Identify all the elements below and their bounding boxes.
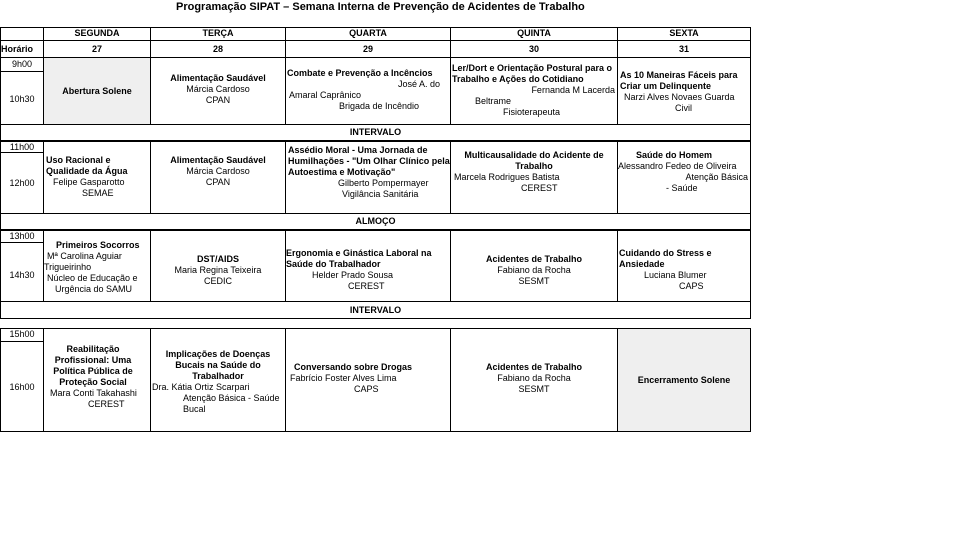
block-1-terca [151,58,286,124]
organization: CEREST [521,183,558,193]
break-2 [0,214,751,230]
block-1-time: 10h30 [0,72,44,124]
block-2 [0,141,751,214]
block-1-quinta [451,58,618,124]
organization: Atenção Básica - Saúde Bucal [183,393,280,414]
speaker: Maria Regina Teixeira [174,265,262,275]
session-title: As 10 Maneiras Fáceis para Criar um Delinquente [620,70,738,91]
speaker: Márcia Cardoso [186,166,250,176]
block-2-time: 12h00 [0,153,44,214]
organization: Vigilância Sanitária [342,189,419,199]
speaker-cont: Trigueirinho [44,262,92,272]
block-2-segunda [44,141,151,214]
session-title: Multicausalidade do Acidente de Trabalho [464,150,604,171]
speaker: José A. do [397,79,440,89]
block-3 [0,230,751,302]
day-sexta: SEXTA [618,27,751,41]
block-3-segunda [44,230,151,302]
block-2-start: 11h00 [0,141,44,153]
role: Fisioterapeuta [503,107,561,117]
block-1-segunda: Abertura Solene [44,58,151,124]
block-4-start: 15h00 [0,328,44,342]
session-title: Combate e Prevenção a Incêncios [287,68,433,78]
block-3-sexta [618,230,751,302]
block-4-quarta [286,328,451,432]
organization: SESMT [518,276,550,286]
session-title: Acidentes de Trabalho [485,362,583,372]
organization: CAPS [679,281,704,291]
block-1 [0,58,751,124]
date-quarta: 29 [286,41,451,58]
organization: CEREST [348,281,385,291]
block-3-time: 14h30 [0,243,44,302]
block-3-quarta [286,230,451,302]
block-4-time: 16h00 [0,342,44,432]
block-4-segunda [44,328,151,432]
block-2-quinta [451,141,618,214]
break-1-label: INTERVALO [0,124,751,141]
dates-row [0,41,751,58]
session-title: Cuidando do Stress e Ansiedade [619,248,712,269]
day-quarta: QUARTA [286,27,451,41]
page-title: Programação SIPAT – Semana Interna de Prevenção de Acidentes de Trabalho [176,1,585,13]
organization: CAPS [354,384,379,394]
date-segunda: 27 [44,41,151,58]
block-1-start: 9h00 [0,58,44,72]
session-title: Uso Racional e Qualidade da Água [46,155,128,176]
speaker: Dra. Kátia Ortiz Scarpari [152,382,250,392]
organization: Civil [675,103,692,113]
speaker: Mª Carolina Aguiar [47,251,122,261]
organization: Brigada de Incêndio [339,101,420,111]
session-title: Ergonomia e Ginástica Laboral na Saúde do Trabalhador [286,248,432,269]
day-quinta: QUINTA [451,27,618,41]
block-4 [0,328,751,432]
organization: CEREST [88,399,125,409]
day-names-row [0,27,751,41]
horario-header: Horário [0,41,44,58]
speaker: Felipe Gasparotto [53,177,125,187]
organization-cont: Urgência do SAMU [55,284,133,294]
session-title: Saúde do Homem [636,150,713,160]
block-4-terca [151,328,286,432]
break-3 [0,302,751,319]
corner-cell [0,27,44,41]
break-1 [0,124,751,141]
speaker: Luciana Blumer [644,270,707,280]
organization: CPAN [205,177,231,187]
block-3-start: 13h00 [0,230,44,243]
block-2-terca [151,141,286,214]
speaker-cont: Beltrame [475,96,512,106]
day-segunda: SEGUNDA [44,27,151,41]
session-title: Reabilitação Profissional: Uma Política Pública de Proteção Social [53,344,133,387]
organization: Núcleo de Educação e [47,273,138,283]
organization-cont: - Saúde [666,183,698,193]
session-title: Conversando sobre Drogas [294,362,413,372]
block-4-quinta [451,328,618,432]
speaker: Helder Prado Sousa [312,270,394,280]
block-2-sexta [618,141,751,214]
organization: SESMT [518,384,550,394]
block-2-quarta [286,141,451,214]
speaker: Marcela Rodrigues Batista [454,172,560,182]
date-quinta: 30 [451,41,618,58]
speaker: Mara Conti Takahashi [50,388,137,398]
day-terca: TERÇA [151,27,286,41]
date-terca: 28 [151,41,286,58]
speaker: Márcia Cardoso [186,84,250,94]
speaker: Gilberto Pompermayer [338,178,429,188]
speaker-cont: Amaral Caprânico [289,90,362,100]
speaker: Fabiano da Rocha [497,373,571,383]
session-title: Implicações de Doenças Bucais na Saúde do Trabalhador [165,349,271,381]
block-4-sexta: Encerramento Solene [618,328,751,432]
session-title: DST/AIDS [196,254,239,264]
break-2-label: ALMOÇO [0,214,751,230]
organization: CEDIC [203,276,232,286]
session-title: Acidentes de Trabalho [485,254,583,264]
session-title: Primeiros Socorros [56,240,140,250]
organization: SEMAE [82,188,114,198]
block-3-quinta [451,230,618,302]
session-title: Alimentação Saudável [170,73,266,83]
session-title: Alimentação Saudável [170,155,266,165]
speaker: Fabrício Foster Alves Lima [290,373,397,383]
block-1-quarta [286,58,451,124]
break-3-label: INTERVALO [0,302,751,319]
session-title: Ler/Dort e Orientação Postural para o Trabalho e Ações do Cotidiano [452,63,613,84]
speaker: Fernanda M Lacerda [531,85,615,95]
date-sexta: 31 [618,41,751,58]
speaker: Narzi Alves Novaes Guarda [624,92,735,102]
block-3-terca [151,230,286,302]
organization: CPAN [205,95,231,105]
speaker: Alessandro Fedeo de Oliveira [618,161,737,171]
session-title: Assédio Moral - Uma Jornada de Humilhações - "Um Olhar Clínico pela Autoestima e Motivação" [288,145,450,177]
speaker: Fabiano da Rocha [497,265,571,275]
block-1-sexta [618,58,751,124]
organization: Atenção Básica [685,172,748,182]
